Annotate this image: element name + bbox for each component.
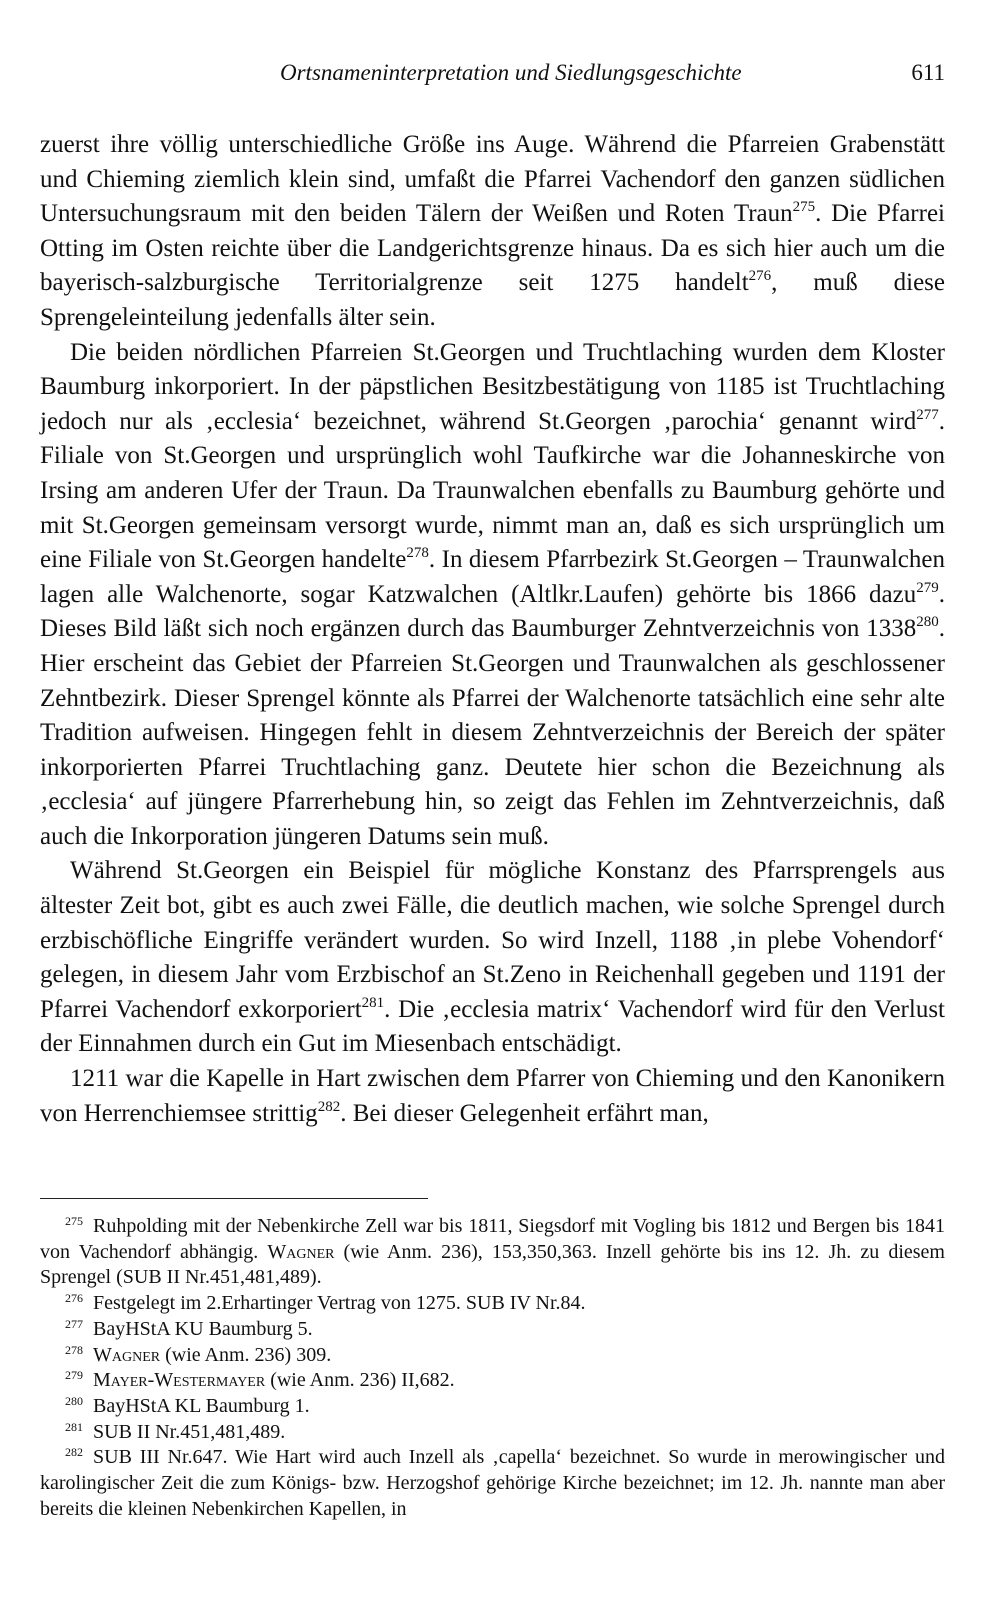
text-run: . Die ‚ecclesia matrix‘ Vachendorf wird für den Verlust der Einnahmen durch ein Gut im Miesenbach entschädigt.	[40, 995, 945, 1058]
text-run: . Filiale von St.Georgen und ursprünglich wohl Taufkirche war die Johanneskirche von Irsing am anderen Ufer der Traun. Da Traunwalchen ebenfalls zu Baumburg gehörte und mit St.Georgen gemeinsam versorgt wurde, nimmt man an, daß es sich ursprünglich um eine Filiale von St.Georgen handelte	[40, 407, 945, 574]
footnote-number: 275	[65, 1214, 83, 1228]
paragraph-2	[40, 336, 945, 855]
footnote-text: (wie Anm. 236) 309.	[160, 1343, 332, 1366]
footnote-text: SUB II Nr.451,481,489.	[93, 1420, 286, 1443]
footnote-number: 281	[65, 1419, 83, 1434]
footnotes	[40, 1214, 945, 1522]
page-header	[40, 60, 945, 100]
footnote-ref-280: 280	[916, 614, 939, 631]
footnote-number: 277	[65, 1316, 83, 1331]
footnote-number: 279	[65, 1368, 83, 1383]
footnote-282	[40, 1445, 945, 1522]
text-run: , muß diese Sprengeleinteilung jedenfalls älter sein.	[40, 269, 945, 331]
text-run: 1211 war die Kapelle in Hart zwischen dem Pfarrer von Chieming und den Kanonikern von Herrenchiemsee strittig	[40, 1065, 945, 1127]
footnote-ref-275: 275	[792, 199, 816, 216]
running-title: Ortsnameninterpretation und Siedlungsgeschichte	[280, 60, 742, 85]
text-run: . Dieses Bild läßt sich noch ergänzen durch das Baumburger Zehntverzeichnis von 1338	[40, 580, 945, 643]
footnote-ref-281: 281	[361, 994, 385, 1011]
text-run: zuerst ihre völlig unterschiedliche Größe ins Auge. Während die Pfarreien Grabenstätt und Chieming ziemlich klein sind, umfaßt die Pfarrei Vachendorf den ganzen südlichen Untersuchungsraum mit den beiden Tälern der Weißen und Roten Traun	[40, 131, 945, 228]
footnote-text: (wie Anm. 236), 153,350,363. Inzell gehörte bis ins 12. Jh. zu diesem Sprengel (SUB II Nr.451,481,489).	[40, 1240, 945, 1289]
author-name: Wagner	[267, 1240, 335, 1263]
footnote-280	[40, 1394, 945, 1420]
footnote-277	[40, 1317, 945, 1343]
footnote-279	[40, 1368, 945, 1394]
footnote-text: BayHStA KU Baumburg 5.	[93, 1317, 313, 1340]
footnote-text: (wie Anm. 236) II,682.	[265, 1369, 455, 1392]
text-run: . In diesem Pfarrbezirk St.Georgen – Traunwalchen lagen alle Walchenorte, sogar Katzwalchen (Altlkr.Laufen) gehörte bis 1866 dazu	[40, 546, 945, 608]
footnote-number: 276	[65, 1291, 83, 1306]
text-run: Während St.Georgen ein Beispiel für mögliche Konstanz des Pfarrsprengels aus ältester Zeit bot, gibt es auch zwei Fälle, die deutlich machen, wie solche Sprengel durch erzbischöfliche Eingriffe verändert wurden. So wird Inzell, 1188 ‚in plebe Vohendorf‘ gelegen, in diesem Jahr vom Erzbischof an St.Zeno in Reichenhall gegeben und 1191 der Pfarrei Vachendorf exkorporiert	[40, 857, 945, 1023]
footnote-text: Festgelegt im 2.Erhartinger Vertrag von 1275. SUB IV Nr.84.	[93, 1292, 586, 1315]
text-run: . Hier erscheint das Gebiet der Pfarreien St.Georgen und Traunwalchen als geschlossener Zehntbezirk. Dieser Sprengel könnte als Pfarrei der Walchenorte tatsächlich eine sehr alte Tradition aufweisen. Hingegen fehlt in diesem Zehntverzeichnis der Bereich der später inkorporierten Pfarrei Truchtlaching ganz. Deutete hier schon die Bezeichnung als ‚ecclesia‘ auf jüngere Pfarrerhebung hin, so zeigt das Fehlen im Zehntverzeichnis, daß auch die Inkorporation jüngeren Datums sein muß.	[40, 615, 945, 850]
author-name: Wagner	[93, 1343, 161, 1366]
footnote-ref-282: 282	[317, 1098, 341, 1115]
footnote-ref-278: 278	[406, 545, 429, 562]
paragraph-4	[40, 1062, 945, 1131]
footnote-ref-277: 277	[916, 406, 939, 423]
main-text	[40, 128, 945, 1131]
footnote-275	[40, 1214, 945, 1291]
paragraph-3	[40, 854, 945, 1062]
footnote-278	[40, 1343, 945, 1369]
footnote-number: 282	[65, 1445, 83, 1460]
footnote-276	[40, 1291, 945, 1317]
text-run: Die beiden nördlichen Pfarreien St.Georgen und Truchtlaching wurden dem Kloster Baumburg inkorporiert. In der päpstlichen Besitzbestätigung von 1185 ist Truchtlaching jedoch nur als ‚ecclesia‘ bezeichnet, während St.Georgen ‚parochia‘ genannt wird	[40, 338, 945, 435]
author-name: Mayer-Westermayer	[93, 1369, 266, 1392]
text-run: . Bei dieser Gelegenheit erfährt man,	[340, 1099, 709, 1127]
footnote-number: 278	[65, 1342, 83, 1357]
text-run: . Die Pfarrei Otting im Osten reichte über die Landgerichtsgrenze hinaus. Da es sich hier auch um die bayerisch-salzburgische Territorialgrenze seit 1275 handelt	[40, 200, 945, 297]
footnote-number: 280	[65, 1393, 83, 1408]
page-number: 611	[911, 60, 945, 85]
footnote-ref-279: 279	[916, 579, 939, 596]
footnote-separator	[40, 1198, 428, 1199]
paragraph-1	[40, 128, 945, 336]
footnote-ref-276: 276	[748, 268, 772, 285]
footnote-text: SUB III Nr.647. Wie Hart wird auch Inzell als ‚capella‘ bezeichnet. So wurde in merowingischer und karolingischer Zeit die zum Königs- bzw. Herzogshof gehörige Kirche bezeichnet; im 12. Jh. nannte man aber bereits die kleinen Nebenkirchen Kapellen, in	[40, 1446, 945, 1520]
footnote-text: BayHStA KL Baumburg 1.	[93, 1394, 310, 1417]
footnote-281	[40, 1420, 945, 1446]
footnote-text: Ruhpolding mit der Nebenkirche Zell war bis 1811, Siegsdorf mit Vogling bis 1812 und Bergen bis 1841 von Vachendorf abhängig.	[40, 1215, 945, 1263]
